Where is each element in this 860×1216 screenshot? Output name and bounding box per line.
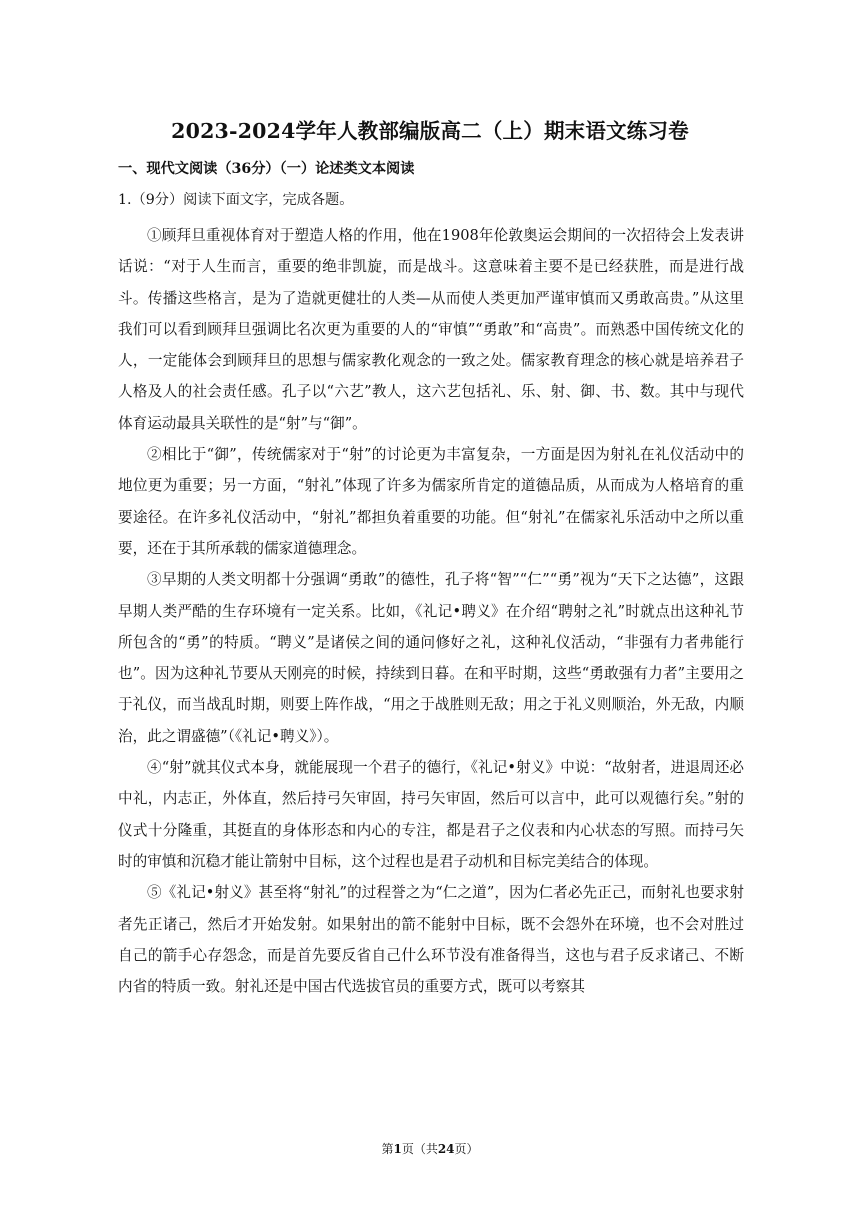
footer-page-number: 1 [393, 1142, 402, 1156]
paragraph-2: ②相比于“御”，传统儒家对于“射”的讨论更为丰富复杂，一方面是因为射礼在礼仪活动中的地位更为重要；另一方面，“射礼”体现了许多为儒家所肯定的道德品质，从而成为人格培育的重要途径。在许多礼仪活动中，“射礼”都担负着重要的功能。但“射礼”在儒家礼乐活动中之所以重要，还在于其所承载的儒家道德理念。 [118, 446, 744, 557]
footer-prefix: 第 [381, 1142, 394, 1156]
footer-middle: 页（共 [401, 1142, 438, 1156]
paragraph-4: ④“射”就其仪式本身，就能展现一个君子的德行，《礼记•射义》中说：“故射者，进退周还必中礼，内志正，外体直，然后持弓矢审固，持弓矢审固，然后可以言中，此可以观德行矣。”射的仪式十分隆重，其挺直的身体形态和内心的专注，都是君子之仪表和内心状态的写照。而持弓矢时的审慎和沉稳才能让箭射中目标，这个过程也是君子动机和目标完美结合的体现。 [118, 759, 744, 870]
page-footer [0, 1140, 860, 1157]
footer-total-pages: 24 [437, 1142, 455, 1156]
paragraph-3: ③早期的人类文明都十分强调“勇敢”的德性，孔子将“智”“仁”“勇”视为“天下之达德”，这跟早期人类严酷的生存环境有一定关系。比如，《礼记•聘义》在介绍“聘射之礼”时就点出这种礼节所包含的“勇”的特质。“聘义”是诸侯之间的通问修好之礼，这种礼仪活动，“非强有力者弗能行也”。因为这种礼节要从天刚亮的时候，持续到日暮。在和平时期，这些“勇敢强有力者”主要用之于礼仪，而当战乱时期，则要上阵作战，“用之于战胜则无敌；用之于礼义则顺治，外无敌，内顺治，此之谓盛德”（《礼记•聘义》）。 [118, 571, 744, 745]
paragraph-1: ①顾拜旦重视体育对于塑造人格的作用，他在1908年伦敦奥运会期间的一次招待会上发表讲话说：“对于人生而言，重要的绝非凯旋，而是战斗。这意味着主要不是已经获胜，而是进行战斗。传播这些格言，是为了造就更健壮的人类—从而使人类更加严谨审慎而又勇敢高贵。”从这里我们可以看到顾拜旦强调比名次更为重要的人的“审慎”“勇敢”和“高贵”。而熟悉中国传统文化的人，一定能体会到顾拜旦的思想与儒家教化观念的一致之处。儒家教育理念的核心就是培养君子人格及人的社会责任感。孔子以“六艺”教人，这六艺包括礼、乐、射、御、书、数。其中与现代体育运动最具关联性的是“射”与“御”。 [118, 227, 744, 432]
question-intro: 1.（9分）阅读下面文字，完成各题。 [118, 192, 354, 208]
paragraph-5: ⑤《礼记•射义》甚至将“射礼”的过程誉之为“仁之道”，因为仁者必先正己，而射礼也要求射者先正诸己，然后才开始发射。如果射出的箭不能射中目标，既不会怨外在环境，也不会对胜过自己的箭手心存怨念，而是首先要反省自己什么环节没有准备得当，这也与君子反求诸己、不断内省的特质一致。射礼还是中国古代选拔官员的重要方式，既可以考察其 [118, 884, 744, 996]
footer-suffix: 页） [454, 1142, 479, 1156]
reading-passage [118, 220, 744, 1002]
section-heading: 一、现代文阅读（36分）（一）论述类文本阅读 [118, 161, 415, 177]
page-title: 2023-2024学年人教部编版高二（上）期末语文练习卷 [171, 119, 689, 143]
